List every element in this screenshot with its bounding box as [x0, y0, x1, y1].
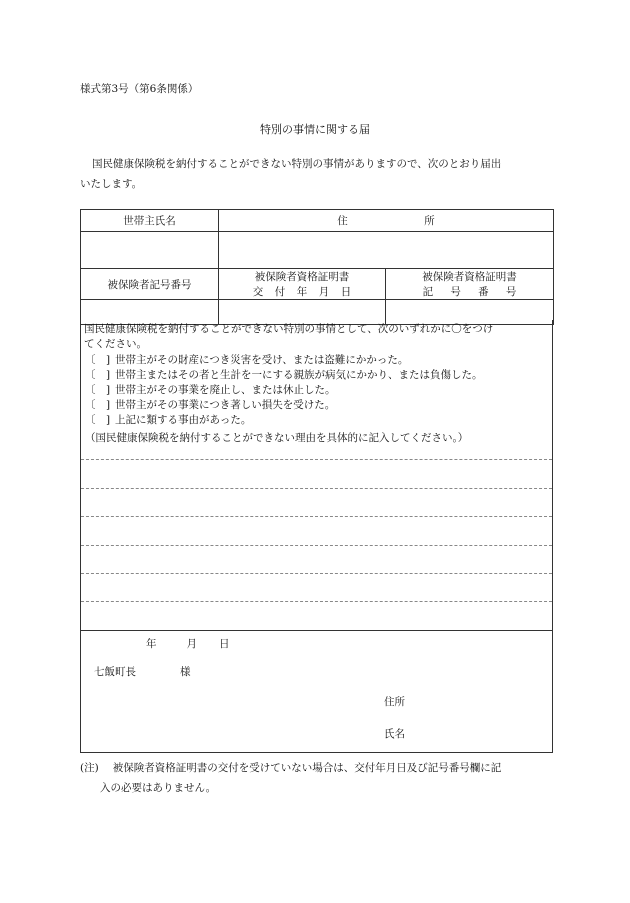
- cert-issue-line-1: 被保険者資格証明書: [254, 271, 350, 283]
- intro-line-2: いたします。: [80, 178, 143, 190]
- insured-number-header: 被保険者記号番号: [81, 269, 219, 300]
- address-field[interactable]: [219, 232, 554, 269]
- cert-number-line-1: 被保険者資格証明書: [422, 271, 517, 283]
- name-label: 氏名: [384, 728, 405, 740]
- reason-option[interactable]: 〔 ] 世帯主がその事業を廃止し、または休止した。: [85, 384, 336, 396]
- address-label-1: 住: [337, 215, 348, 227]
- signature-section: [80, 630, 553, 753]
- write-line[interactable]: [81, 545, 552, 546]
- write-line[interactable]: [81, 459, 552, 460]
- write-line[interactable]: [81, 488, 552, 489]
- householder-name-field[interactable]: [81, 232, 219, 269]
- intro-text: [80, 154, 555, 194]
- form-number: 様式第3号（第6条関係）: [80, 83, 199, 95]
- reason-option[interactable]: 〔 ] 上記に類する事由があった。: [85, 414, 252, 426]
- footnote: (注) 被保険者資格証明書の交付を受けていない場合は、交付年月日及び記号番号欄に記 入の必要はありません。: [80, 762, 502, 794]
- reason-option[interactable]: 〔 ] 世帯主がその財産につき災害を受け、または盗難にかかった。: [85, 354, 409, 366]
- date-line[interactable]: 年 月 日: [146, 638, 230, 650]
- address-header: [219, 210, 554, 232]
- write-line[interactable]: [81, 573, 552, 574]
- reason-detail-note: （国民健康保険税を納付することができない理由を具体的に記入してください。）: [85, 432, 469, 444]
- write-line[interactable]: [81, 516, 552, 517]
- cert-issue-date-header: [219, 269, 386, 300]
- cert-number-line-2: 記 号 番 号: [422, 286, 517, 298]
- cert-issue-line-2: 交 付 年 月 日: [252, 286, 352, 298]
- form-title: 特別の事情に関する届: [260, 123, 370, 136]
- address-label-2: 所: [424, 215, 435, 227]
- address-label: 住所: [384, 696, 405, 708]
- write-line[interactable]: [81, 601, 552, 602]
- reason-option[interactable]: 〔 ] 世帯主がその事業につき著しい損失を受けた。: [85, 399, 336, 411]
- addressee-line: 七飯町長 様: [94, 666, 191, 678]
- info-table: [80, 209, 554, 325]
- cert-number-header: [386, 269, 554, 300]
- intro-line-1: 国民健康保険税を納付することができない特別の事情がありますので、次のとおり届出: [92, 158, 502, 170]
- reason-option[interactable]: 〔 ] 世帯主またはその者と生計を一にする親族が病気にかかり、または負傷した。: [85, 369, 483, 381]
- householder-name-header: 世帯主氏名: [81, 210, 219, 232]
- reasons-section: [80, 320, 553, 631]
- reasons-heading: 国民健康保険税を納付することができない特別の事情として、次のいずれかに〇をつけ てください。: [84, 323, 494, 350]
